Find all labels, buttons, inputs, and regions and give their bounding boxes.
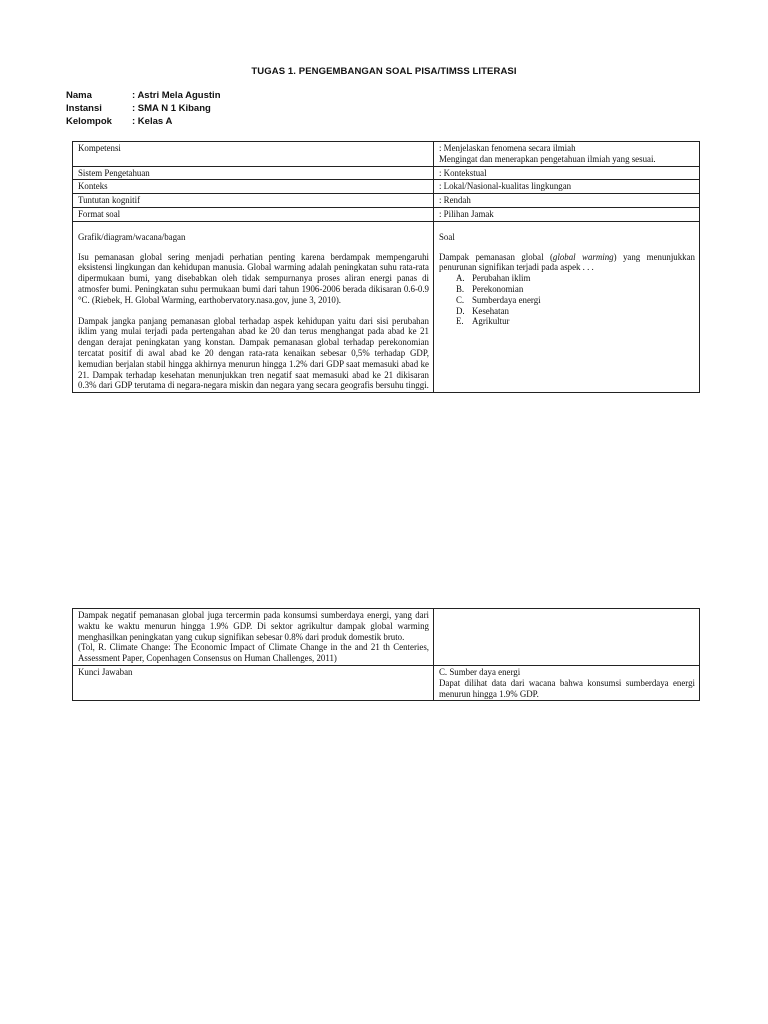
answer-options [439, 273, 695, 327]
row-label: Tuntutan kognitif [73, 194, 434, 208]
identity-value: : Kelas A [132, 116, 173, 127]
question-text-before: Dampak pemanasan global ( [439, 251, 553, 262]
option-letter: C. [456, 294, 465, 305]
continuation-table [72, 608, 700, 701]
option-a [439, 273, 695, 284]
identity-block [66, 89, 221, 128]
answer-explanation: Dapat dilihat data dari wacana bahwa konsumsi sumberdaya energi menurun hingga 1.9% GDP. [439, 677, 695, 699]
table-row [73, 166, 700, 180]
row-value: : Kontekstual [434, 166, 700, 180]
table-row [73, 180, 700, 194]
table-row-continuation [73, 609, 700, 666]
stimulus-cell [73, 221, 434, 392]
option-letter: D. [456, 305, 465, 316]
kompetensi-label: Kompetensi [73, 142, 434, 167]
soal-heading: Soal [439, 231, 455, 242]
document-title: TUGAS 1. PENGEMBANGAN SOAL PISA/TIMSS LITERASI [251, 66, 517, 77]
identity-row-kelompok [66, 115, 221, 128]
option-text: Perekonomian [472, 283, 524, 294]
option-letter: B. [456, 283, 465, 294]
kompetensi-line-1: : Menjelaskan fenomena secara ilmiah [439, 143, 576, 153]
option-d [439, 306, 695, 317]
option-b [439, 284, 695, 295]
table-row [73, 207, 700, 221]
soal-cell [434, 221, 700, 392]
identity-label: Instansi [66, 103, 102, 114]
option-text: Sumberdaya energi [472, 294, 541, 305]
option-letter: E. [456, 316, 464, 327]
option-c [439, 295, 695, 306]
kunci-label: Kunci Jawaban [73, 665, 434, 700]
option-e [439, 316, 695, 327]
stimulus-paragraph-2: Dampak jangka panjang pemanasan global terhadap aspek kehidupan yaitu dari sisi perubahan iklim yang mulai terjadi pada pertengahan abad ke 20 dan terus menghangat pada abad ke 21 dengan derajat peningkatan yang konstan. Dampak pemanasan global terhadap perekonomian tercatat positif di awal abad ke 20 dengan rata-rata kenaikan sebesar 0,5% terhadap GDP, kemudian berjalan stabil hingga akhirnya menurun hingga 1.2% dari GDP saat memasuki abad ke 21. Dampak terhadap kesehatan menunjukkan tren negatif saat memasuki abad ke 21 dikisaran 0.3% dari GDP terutama di negara-negara miskin dan negara yang secara geografis bersuhu tinggi. [78, 315, 429, 391]
table-row [73, 194, 700, 208]
row-label: Konteks [73, 180, 434, 194]
option-text: Perubahan iklim [472, 273, 531, 284]
question-table [72, 141, 700, 393]
identity-label: Nama [66, 90, 92, 101]
stimulus-heading: Grafik/diagram/wacana/bagan [78, 231, 186, 242]
citation: (Tol, R. Climate Change: The Economic Impact of Climate Change in the and 21 th Centeries, Assessment Paper, Copenhagen Consensus on Human Challenges, 2011) [78, 642, 429, 664]
kunci-value [434, 665, 700, 700]
empty-cell [434, 609, 700, 666]
question-text-after: ) yang menunjukkan penurunan signifikan terjadi pada aspek . . . [439, 251, 695, 273]
identity-row-instansi [66, 102, 221, 115]
identity-value: : SMA N 1 Kibang [132, 103, 211, 114]
row-label: Sistem Pengetahuan [73, 166, 434, 180]
kompetensi-line-2: Mengingat dan menerapkan pengetahuan ilmiah yang sesuai. [439, 153, 656, 164]
table-row-stimulus [73, 221, 700, 392]
question-text-italic: global warming [552, 251, 614, 262]
row-value: : Rendah [434, 194, 700, 208]
table-row-kompetensi [73, 142, 700, 167]
continuation-paragraph: Dampak negatif pemanasan global juga tercermin pada konsumsi sumberdaya energi, yang dari waktu ke waktu menurun hingga 1.9% GDP. Di sektor agrikultur dampak global warming menghasilkan peningkatan yang cukup signifikan sebesar 0.8% dari produk domestik bruto. [78, 610, 429, 642]
identity-label: Kelompok [66, 116, 112, 127]
option-text: Kesehatan [472, 305, 509, 316]
answer-key: C. Sumber daya energi [439, 666, 521, 677]
continuation-cell [73, 609, 434, 666]
row-value: : Lokal/Nasional-kualitas lingkungan [434, 180, 700, 194]
kompetensi-value [434, 142, 700, 167]
question-text [439, 252, 695, 274]
row-value: : Pilihan Jamak [434, 207, 700, 221]
identity-row-nama [66, 89, 221, 102]
table-row-kunci [73, 665, 700, 700]
stimulus-paragraph-1: Isu pemanasan global sering menjadi perhatian penting karena berdampak mempengaruhi eksistensi lingkungan dan kehidupan manusia. Global warming adalah peningkatan suhu rata-rata dipermukaan bumi, yang disebabkan oleh tidak sempurnanya proses aliran energi panas di atmosfer bumi. Peningkatan suhu permukaan bumi dari tahun 1906-2006 berada dikisaran 0.6-0.9 °C. (Riebek, H. Global Warming, earthobervatory.nasa.gov, june 3, 2010). [78, 251, 429, 305]
option-text: Agrikultur [472, 316, 510, 327]
identity-value: : Astri Mela Agustin [132, 90, 221, 101]
option-letter: A. [456, 273, 465, 284]
row-label: Format soal [73, 207, 434, 221]
